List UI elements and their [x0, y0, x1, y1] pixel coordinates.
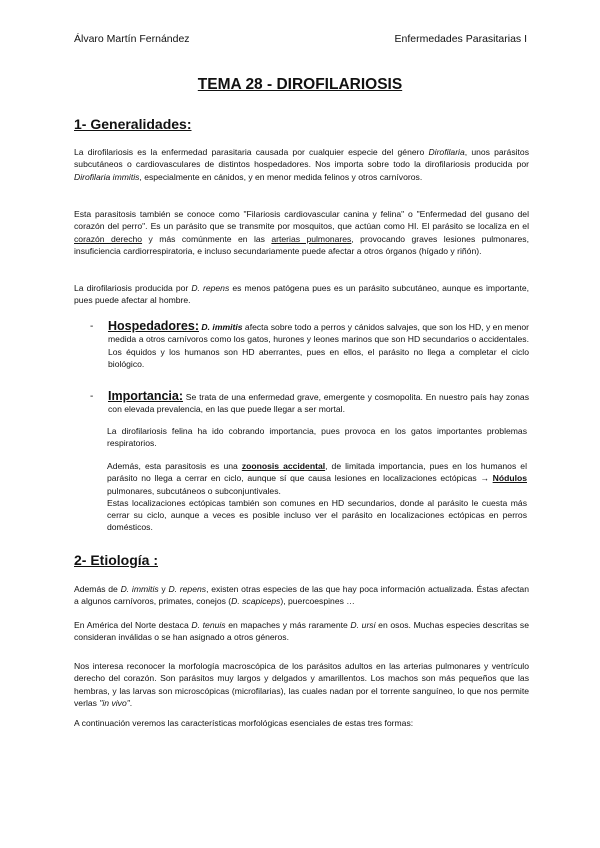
- bullet-dash: -: [90, 391, 94, 402]
- paragraph-feline: La dirofilariosis felina ha ido cobrando importancia, pues provoca en los gatos importantes problemas respiratorios.: [107, 426, 527, 449]
- section-heading-generalidades: 1- Generalidades:: [74, 116, 192, 132]
- header-author: Álvaro Martín Fernández: [74, 33, 190, 45]
- paragraph-synonyms: Esta parasitosis también se conoce como "Filariosis cardiovascular canina y felina" o "Enfermedad del gusano del corazón del perro". Es un parásito que se transmite por mosquitos, que actúan como HI. El parásito se localiza en el corazón derecho y más comúnmente en las arterias pulmonares, provocando graves lesiones pulmonares, insuficiencia cardiorrespiratoria, e incluso secundariamente puede afectar a otros órganos (hígado y riñón).: [74, 209, 529, 256]
- bullet-dash: -: [90, 321, 94, 332]
- paragraph-intro-forms: A continuación veremos las características morfológicas esenciales de estas tres formas:: [74, 718, 414, 728]
- paragraph-repens: La dirofilariosis producida por D. repens es menos patógena pues es un parásito subcutáneo, aunque es importante, pues puede afectar al hombre.: [74, 283, 530, 306]
- paragraph-definition: La dirofilariosis es la enfermedad parasitaria causada por cualquier especie del género Dirofilaria, unos parásitos subcutáneos o cardiovasculares de distintos hospedadores. Nos importa sobre todo la dirofilariosis producida por Dirofilaria immitis, especialmente en cánidos, y en menor medida felinos y otros carnívoros.: [74, 147, 529, 182]
- header-course: Enfermedades Parasitarias I: [394, 33, 527, 45]
- bullet-hospedadores: - Hospedadores: D. immitis afecta sobre todo a perros y cánidos salvajes, que son los HD, y en menor medida a otros carnívoros como los gatos, hurones y leones marinos que son HD secundarios o accidentales. Los équidos y los humanos son HD aberrantes, pues en ellos, el parásito no llega a completar el ciclo biológico.: [90, 319, 529, 369]
- keyword-hospedadores: Hospedadores:: [108, 319, 199, 333]
- paragraph-species: Además de D. immitis y D. repens, existen otras especies de las que hay poca información actualizada. Éstas afectan a algunos carnívoros, primates, conejos (D. scapiceps), puercoespines …: [74, 584, 529, 607]
- paragraph-morphology: Nos interesa reconocer la morfología macroscópica de los parásitos adultos en las arterias pulmonares y ventrículo derecho del corazón. Son parásitos muy largos y delgados y amarillentos. Los machos son más pequeños que las hembras, y las larvas son microscópicas (microfilarias), las cuales nadan por el torrente sanguíneo, lo que nos permite verlas "in vivo".: [74, 661, 529, 708]
- keyword-importancia: Importancia:: [108, 389, 184, 403]
- page-title: TEMA 28 - DIROFILARIOSIS: [197, 76, 403, 93]
- section-heading-etiologia: 2- Etiología :: [74, 552, 158, 568]
- paragraph-zoonosis: Además, esta parasitosis es una zoonosis accidental, de limitada importancia, pues en los humanos el parásito no llega a cerrar en ciclo, aunque sí que causa lesiones en localizaciones ectópicas → Nódulos pulmonares, subcutáneos o subconjuntivales. Estas localizaciones ectópicas también son comunes en HD secundarios, donde al parásito le cuesta más cerrar su ciclo, aunque a veces es posible incluso ver el parásito en localizaciones ectópicas en perros domésticos.: [107, 461, 527, 533]
- bullet-importancia: - Importancia: Se trata de una enfermedad grave, emergente y cosmopolita. En nuestro país hay zonas con elevada prevalencia, en las que puede llegar a ser mortal.: [90, 389, 529, 415]
- paragraph-north-america: En América del Norte destaca D. tenuis en mapaches y más raramente D. ursi en osos. Muchas especies descritas se consideran inválidas o se han asignado a otros géneros.: [74, 620, 529, 643]
